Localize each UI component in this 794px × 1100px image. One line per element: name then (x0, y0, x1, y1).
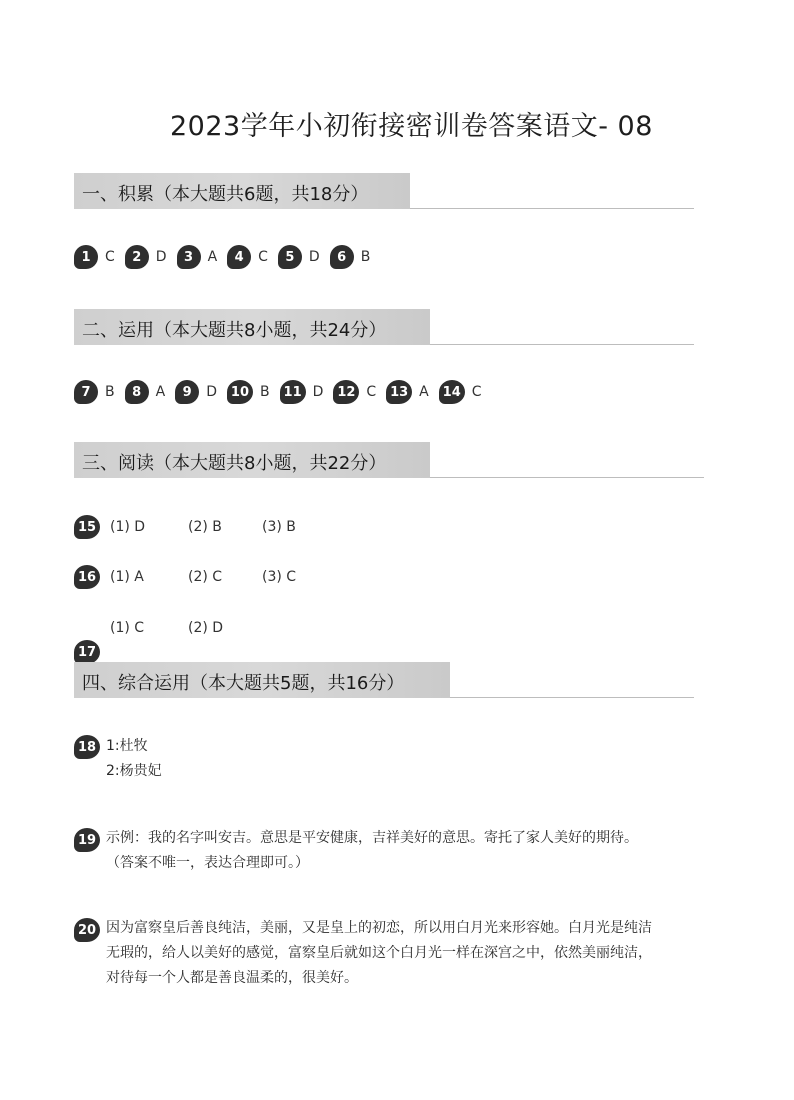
answer-letter: D (308, 249, 320, 265)
answer-line: 对待每一个人都是善良温柔的，很美好。 (106, 970, 358, 986)
answer-letter: A (419, 384, 429, 400)
answer-line: 无瑕的，给人以美好的感觉，富察皇后就如这个白月光一样在深宫之中，依然美丽纯洁， (106, 945, 652, 961)
section-title: 四、综合运用（本大题共5题，共16分） (82, 673, 405, 694)
question-number-badge: 3 (177, 245, 201, 269)
sub-answer: (2) C (188, 569, 223, 585)
answer-letter: B (360, 249, 371, 265)
answer-item (227, 380, 270, 404)
sub-answer: (2) D (188, 620, 224, 636)
answer-item (74, 380, 115, 404)
answer-item (439, 380, 482, 404)
answer-18 (106, 734, 162, 784)
answer-item (278, 245, 320, 269)
reading-answer-17 (74, 616, 374, 660)
answer-item (125, 380, 166, 404)
answer-20 (106, 916, 652, 991)
question-number-badge: 18 (74, 735, 100, 759)
question-number-badge: 20 (74, 918, 100, 942)
answer-letter: C (366, 384, 377, 400)
question-number-badge: 19 (74, 828, 100, 852)
answer-item (330, 245, 371, 269)
sub-answer: (3) C (262, 569, 297, 585)
answer-row-section-1 (74, 245, 380, 269)
sub-answer: (2) B (188, 519, 222, 535)
answer-letter: D (155, 249, 167, 265)
answer-letter: B (259, 384, 270, 400)
question-number-badge: 13 (386, 380, 412, 404)
answer-line: 2:杨贵妃 (106, 763, 162, 779)
question-number-badge: 15 (74, 515, 100, 539)
answer-item (280, 380, 324, 404)
answer-line: 1:杜牧 (106, 738, 148, 754)
question-number-badge: 16 (74, 565, 100, 589)
answer-row-section-2 (74, 380, 492, 404)
answer-item (175, 380, 217, 404)
question-number-badge: 9 (175, 380, 199, 404)
question-number-badge: 8 (125, 380, 149, 404)
question-number-badge: 12 (333, 380, 359, 404)
question-number-badge: 17 (74, 640, 100, 664)
answer-line: （答案不唯一，表达合理即可。） (106, 855, 309, 871)
answer-item (227, 245, 268, 269)
sub-answer: (1) D (110, 519, 146, 535)
answer-letter: C (105, 249, 115, 265)
answer-item (386, 380, 429, 404)
question-number-badge: 5 (278, 245, 302, 269)
answer-letter: B (105, 384, 115, 400)
answer-item (333, 380, 376, 404)
answer-letter: A (155, 384, 166, 400)
answer-line: 因为富察皇后善良纯洁，美丽，又是皇上的初恋，所以用白月光来形容她。白月光是纯洁 (106, 920, 652, 936)
answer-letter: C (471, 384, 482, 400)
question-number-badge: 4 (227, 245, 251, 269)
sub-answer: (3) B (262, 519, 296, 535)
sub-answer: (1) A (110, 569, 144, 585)
answer-letter: D (206, 384, 217, 400)
question-number-badge: 2 (125, 245, 149, 269)
sub-answer: (1) C (110, 620, 145, 636)
answer-letter: A (207, 249, 218, 265)
section-title: 三、阅读（本大题共8小题，共22分） (82, 453, 387, 474)
answer-letter: D (312, 384, 324, 400)
answer-item (125, 245, 167, 269)
answer-19 (106, 826, 638, 876)
answer-letter: C (258, 249, 268, 265)
section-title: 二、运用（本大题共8小题，共24分） (82, 320, 387, 341)
answer-item (177, 245, 218, 269)
question-number-badge: 1 (74, 245, 98, 269)
question-number-badge: 7 (74, 380, 98, 404)
question-number-badge: 6 (330, 245, 354, 269)
answer-item (74, 245, 115, 269)
section-title: 一、积累（本大题共6题，共18分） (82, 184, 369, 205)
page-title: 2023学年小初衔接密训卷答案语文- 08 (170, 111, 653, 142)
question-number-badge: 10 (227, 380, 253, 404)
question-number-badge: 14 (439, 380, 465, 404)
question-number-badge: 11 (280, 380, 306, 404)
answer-line: 示例：我的名字叫安吉。意思是平安健康，吉祥美好的意思。寄托了家人美好的期待。 (106, 830, 638, 846)
